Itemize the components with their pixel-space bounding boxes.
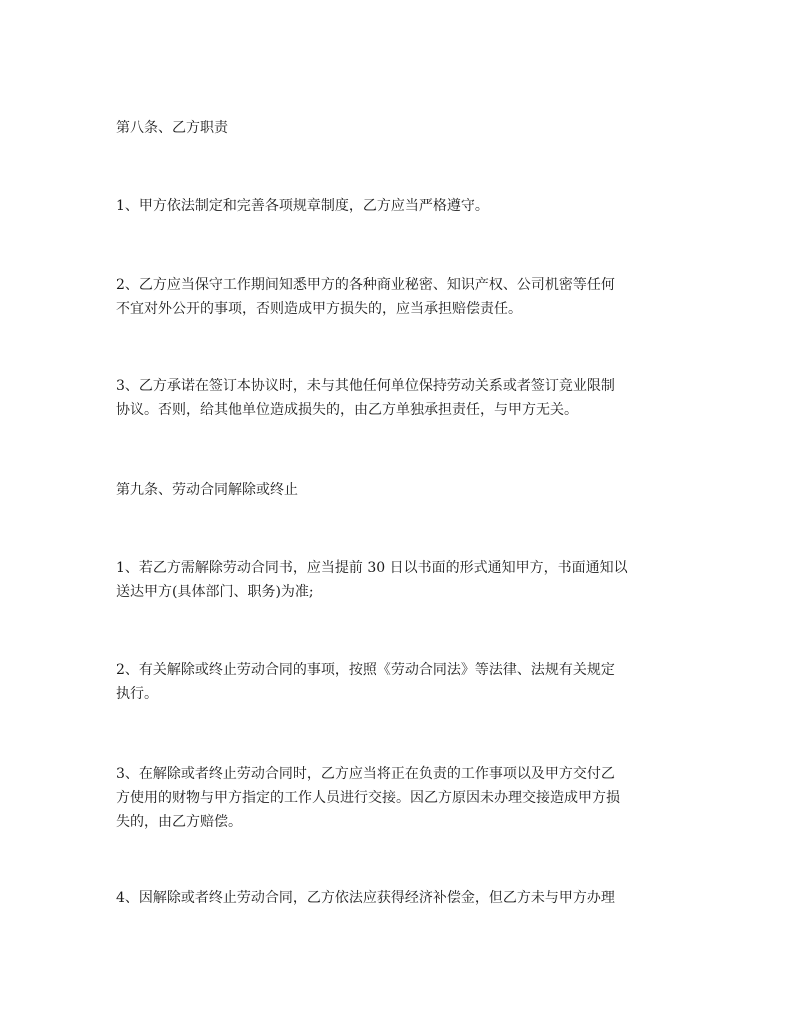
paragraph-line: 不宜对外公开的事项，否则造成甲方损失的，应当承担赔偿责任。	[116, 301, 522, 317]
article-8-item-2	[116, 273, 688, 321]
heading-text: 第九条、劳动合同解除或终止	[116, 482, 298, 498]
article-8-heading	[116, 116, 688, 140]
article-9-heading	[116, 478, 688, 502]
article-9-item-1	[116, 556, 688, 604]
article-9-item-3	[116, 762, 688, 834]
heading-text: 第八条、乙方职责	[116, 120, 228, 136]
paragraph-line: 3、乙方承诺在签订本协议时，未与其他任何单位保持劳动关系或者签订竞业限制	[116, 378, 615, 394]
paragraph-line: 2、乙方应当保守工作期间知悉甲方的各种商业秘密、知识产权、公司机密等任何	[116, 277, 615, 293]
paragraph-line: 失的，由乙方赔偿。	[116, 814, 242, 830]
article-9-item-4	[116, 886, 688, 910]
paragraph-line: 执行。	[116, 686, 158, 702]
article-8-item-3	[116, 374, 688, 422]
article-9-item-2	[116, 658, 688, 706]
paragraph-line: 协议。否则，给其他单位造成损失的，由乙方单独承担责任，与甲方无关。	[116, 402, 578, 418]
paragraph-line: 方使用的财物与甲方指定的工作人员进行交接。因乙方原因未办理交接造成甲方损	[116, 790, 620, 806]
paragraph-line: 1、若乙方需解除劳动合同书，应当提前 30 日以书面的形式通知甲方，书面通知以	[116, 560, 628, 576]
paragraph-line: 4、因解除或者终止劳动合同，乙方依法应获得经济补偿金，但乙方未与甲方办理	[116, 890, 615, 906]
paragraph-line: 1、甲方依法制定和完善各项规章制度，乙方应当严格遵守。	[116, 198, 489, 214]
paragraph-line: 2、有关解除或终止劳动合同的事项，按照《劳动合同法》等法律、法规有关规定	[116, 662, 615, 678]
paragraph-line: 3、在解除或者终止劳动合同时，乙方应当将正在负责的工作事项以及甲方交付乙	[116, 766, 615, 782]
article-8-item-1	[116, 194, 688, 218]
paragraph-line: 送达甲方(具体部门、职务)为准;	[116, 584, 314, 600]
